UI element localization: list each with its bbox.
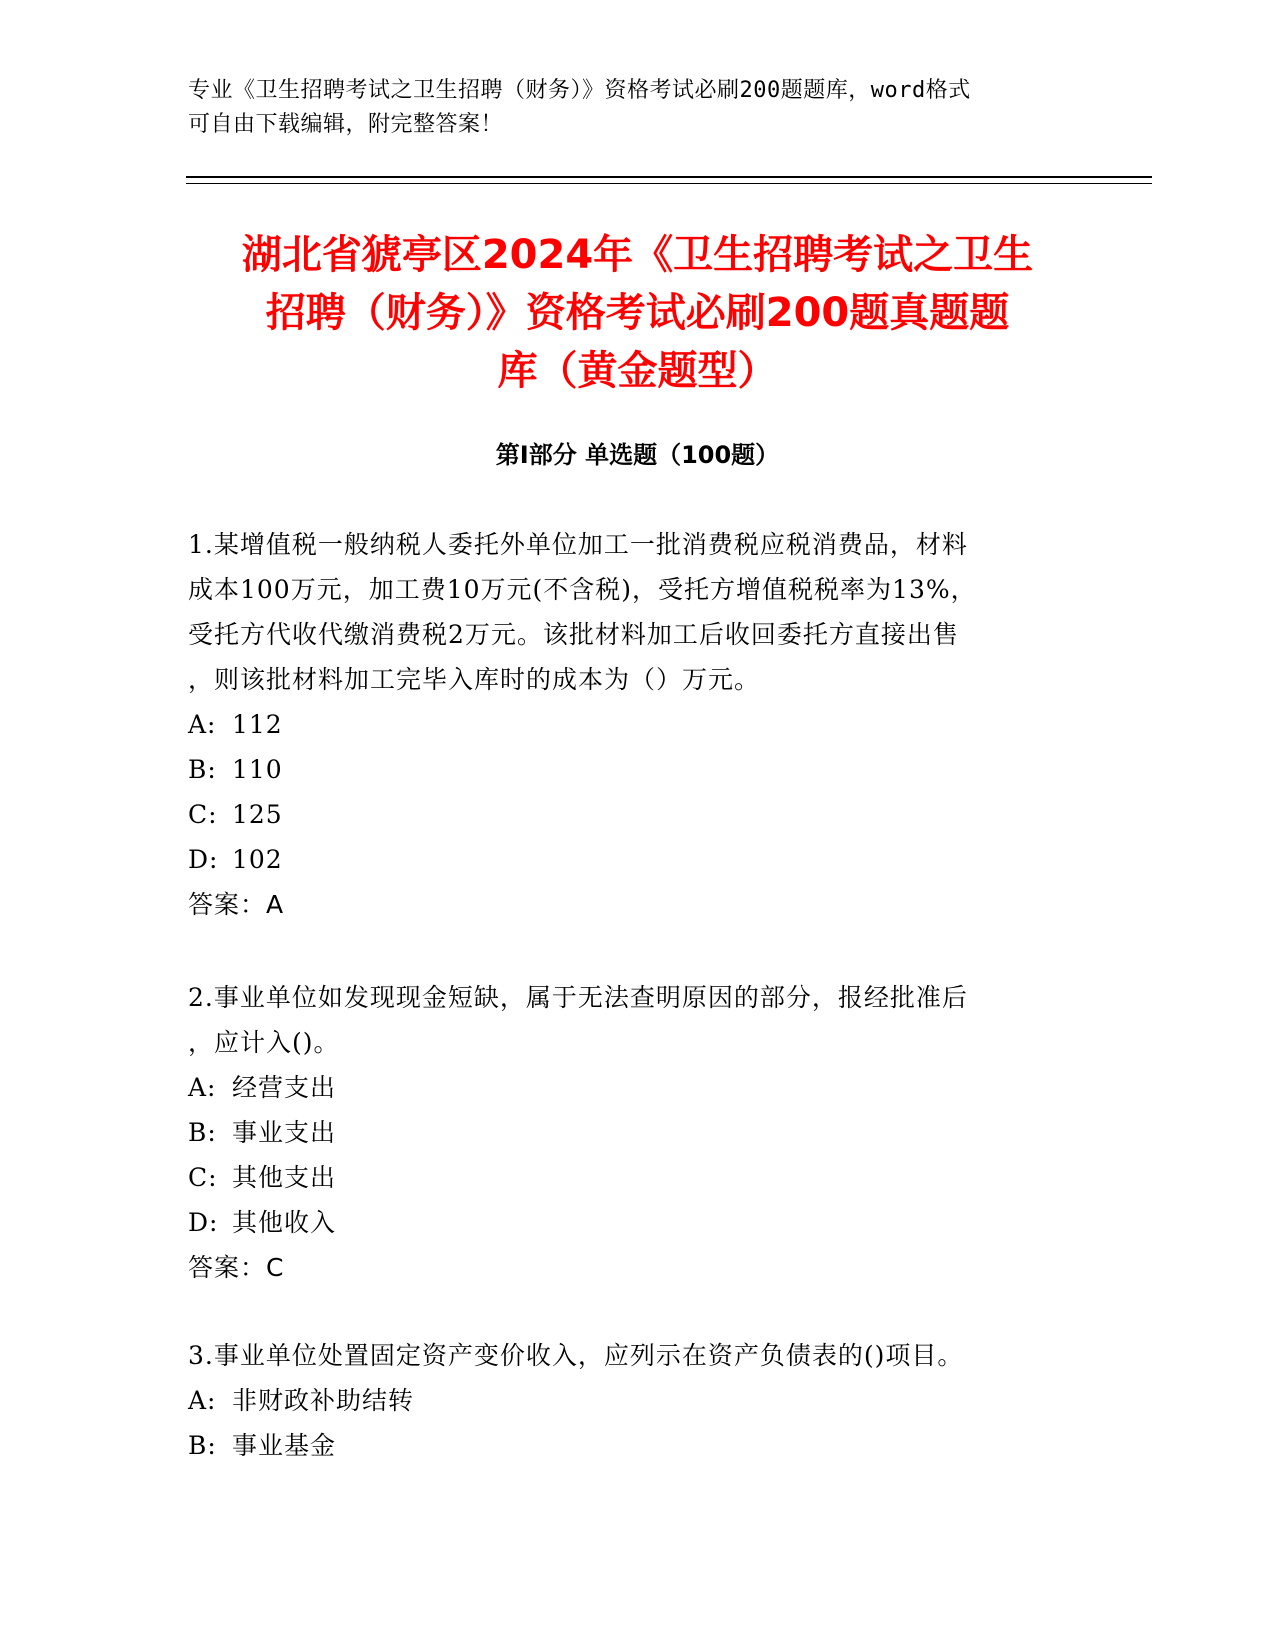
question-stem-line: 受托方代收代缴消费税2万元。该批材料加工后收回委托方直接出售 — [188, 620, 959, 649]
document-title-line-1: 湖北省猇亭区2024年《卫生招聘考试之卫生 — [241, 232, 1034, 278]
option-text: 102 — [232, 845, 283, 874]
option-a — [188, 702, 1088, 747]
document-title-line-2: 招聘（财务）》资格考试必刷200题真题题 — [265, 290, 1010, 336]
option-text: 125 — [232, 800, 283, 829]
option-key: A: — [188, 710, 217, 739]
question-1 — [188, 522, 1088, 927]
question-stem-line: 2.事业单位如发现现金短缺，属于无法查明原因的部分，报经批准后 — [188, 983, 968, 1012]
option-key: C: — [188, 1163, 218, 1192]
header-divider-thin — [186, 183, 1152, 184]
question-2 — [188, 975, 1088, 1290]
option-text: 其他支出 — [232, 1163, 337, 1192]
question-stem-line: 成本100万元，加工费10万元(不含税)，受托方增值税税率为13%， — [188, 575, 977, 604]
option-key: B: — [188, 1431, 217, 1460]
option-a — [188, 1065, 1088, 1110]
option-text: 110 — [232, 755, 283, 784]
option-key: B: — [188, 755, 217, 784]
option-key: D: — [188, 845, 219, 874]
option-b — [188, 1423, 1088, 1468]
option-key: A: — [188, 1073, 217, 1102]
option-text: 112 — [232, 710, 283, 739]
question-stem-line: ，应计入()。 — [188, 1028, 340, 1057]
option-d — [188, 1200, 1088, 1245]
header-note-line-1: 专业《卫生招聘考试之卫生招聘（财务）》资格考试必刷200题题库，word格式 — [188, 78, 971, 103]
answer-line: 答案：C — [188, 1253, 285, 1282]
document-title — [130, 226, 1145, 400]
header-note-line-2: 可自由下载编辑，附完整答案！ — [188, 112, 504, 137]
option-c — [188, 792, 1088, 837]
header-note — [188, 74, 1068, 142]
option-key: B: — [188, 1118, 217, 1147]
question-stem-line: 3.事业单位处置固定资产变价收入，应列示在资产负债表的()项目。 — [188, 1341, 964, 1370]
answer-line: 答案：A — [188, 890, 285, 919]
question-stem-line: ，则该批材料加工完毕入库时的成本为（）万元。 — [188, 665, 761, 694]
option-d — [188, 837, 1088, 882]
option-text: 事业支出 — [232, 1118, 337, 1147]
option-c — [188, 1155, 1088, 1200]
option-a — [188, 1378, 1088, 1423]
document-title-line-3: 库（黄金题型） — [497, 348, 778, 394]
option-b — [188, 747, 1088, 792]
option-text: 非财政补助结转 — [232, 1386, 415, 1415]
option-text: 经营支出 — [232, 1073, 337, 1102]
question-stem-line: 1.某增值税一般纳税人委托外单位加工一批消费税应税消费品，材料 — [188, 530, 968, 559]
option-b — [188, 1110, 1088, 1155]
section-title: 第Ⅰ部分 单选题（100题） — [495, 441, 780, 469]
question-3 — [188, 1333, 1088, 1468]
option-text: 其他收入 — [232, 1208, 337, 1237]
option-text: 事业基金 — [232, 1431, 337, 1460]
option-key: D: — [188, 1208, 219, 1237]
option-key: A: — [188, 1386, 217, 1415]
header-divider-thick — [186, 176, 1152, 178]
option-key: C: — [188, 800, 218, 829]
